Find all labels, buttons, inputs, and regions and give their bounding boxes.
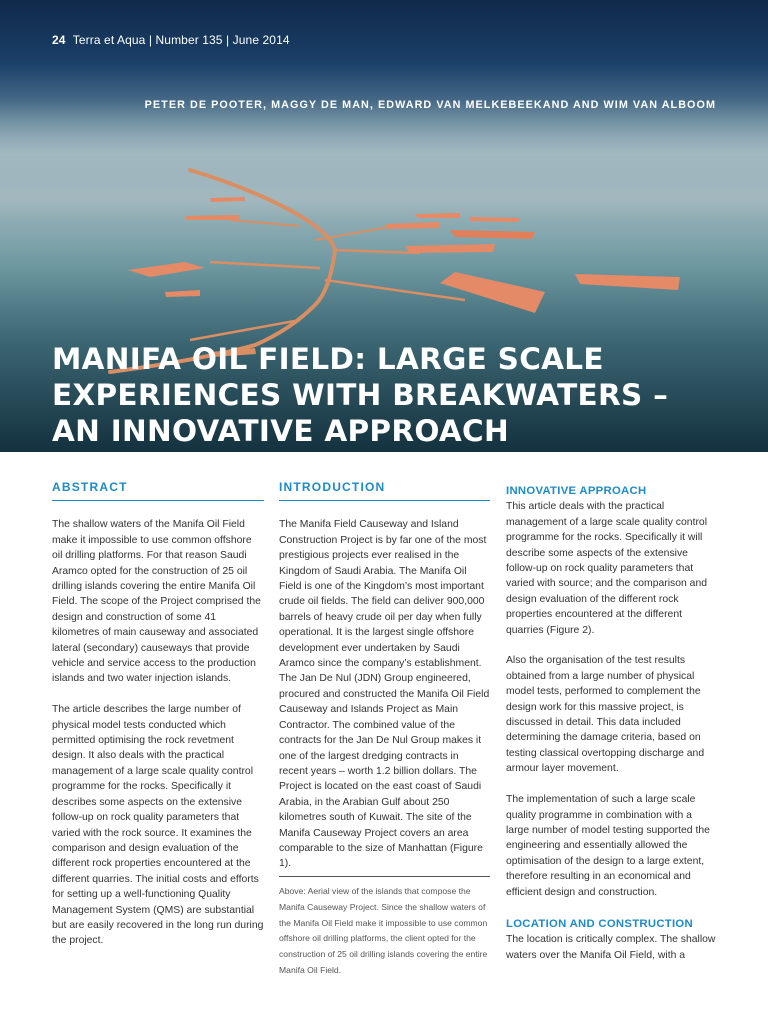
abstract-heading: ABSTRACT bbox=[52, 480, 264, 501]
abstract-paragraph: The article describes the large number of physical model tests conducted which permitted optimising the rock revetment design. It also deals with the practical management of a large scale quality control programme for the rocks. Specifically it describes some aspects on the extensive follow-up on rock quality parameters that varied with the rock source. It examines the comparison and design evaluation of the different rock properties encountered at the different quarries. The initial costs and efforts for setting up a well-functioning Quality Management System (QMS) are substantial but are easily recovered in the long run during the project. bbox=[52, 704, 264, 947]
innovative-paragraph: This article deals with the practical management of a large scale quality control programme for the rocks. Specifically it will describe some aspects of the extensive follow-up on rock quality parameters that varied with source; and the comparison and design evaluation of the different rock properties encountered at the different quarries (Figure 2). bbox=[506, 501, 707, 636]
title-line: AN INNOVATIVE APPROACH bbox=[52, 414, 509, 448]
running-header bbox=[52, 33, 290, 47]
article-title bbox=[52, 341, 732, 449]
column-innovative-approach bbox=[506, 480, 716, 963]
location-paragraph: The location is critically complex. The shallow waters over the Manifa Oil Field, with a bbox=[506, 934, 716, 961]
innovative-approach-heading: INNOVATIVE APPROACH bbox=[506, 485, 647, 497]
innovative-paragraph: Also the organisation of the test results obtained from a large number of physical model tests, performed to complement the design work for this massive project, is discussed in detail. This data included determining the damage criteria, based on testing classical overtopping discharge and armour layer movement. bbox=[506, 655, 705, 775]
abstract-paragraph: The shallow waters of the Manifa Oil Field make it impossible to use common offshore oil drilling platforms. For that reason Saudi Aramco opted for the construction of 25 oil drilling islands covering the entire Manifa Oil Field. The scope of the Project comprised the design and construction of some 41 kilometres of main causeway and associated lateral (secondary) causeways that provide vehicle and service access to the production islands and two water injection islands. bbox=[52, 519, 261, 685]
column-abstract bbox=[52, 480, 264, 949]
column-introduction bbox=[279, 480, 490, 872]
page-number: 24 bbox=[52, 33, 66, 47]
introduction-heading: INTRODUCTION bbox=[279, 480, 490, 501]
location-heading: LOCATION AND CONSTRUCTION bbox=[506, 917, 693, 930]
introduction-paragraph: The Manifa Field Causeway and Island Construction Project is by far one of the most prestigious projects ever realised in the Kingdom of Saudi Arabia. The Manifa Oil Field is one of the Kingdom’s most important crude oil fields. The field can deliver 900,000 barrels of heavy crude oil per day when fully operational. It is the largest single offshore development ever undertaken by Saudi Aramco since the company’s establishment. The Jan De Nul (JDN) Group engineered, procured and constructed the Manifa Oil Field Causeway and Islands Project as Main Contractor. The combined value of the contracts for the Jan De Nul Group makes it one of the largest dredging contracts in recent years – worth 1.2 billion dollars. The Project is located on the east coast of Saudi Arabia, in the Arabian Gulf about 250 kilometres south of Kuwait. The site of the Manifa Causeway Project covers an area comparable to the size of Manhattan (Figure 1). bbox=[279, 519, 490, 870]
photo-caption: Above: Aerial view of the islands that compose the Manifa Causeway Project. Since the shallow waters of the Manifa Oil Field make it impossible to use common offshore oil drilling platforms, the client opted for the construction of 25 oil drilling islands covering the entire Manifa Oil Field. bbox=[279, 876, 490, 979]
running-head-text: Terra et Aqua | Number 135 | June 2014 bbox=[72, 33, 290, 47]
title-line: MANIFA OIL FIELD: LARGE SCALE bbox=[52, 342, 604, 376]
title-line: EXPERIENCES WITH BREAKWATERS – bbox=[52, 378, 669, 412]
innovative-paragraph: The implementation of such a large scale quality programme in combination with a large number of model testing supported the engineering and essentially allowed the optimisation of the design to a large extent, therefore resulting in an economical and efficient design and construction. bbox=[506, 794, 710, 898]
author-list: PETER DE POOTER, MAGGY DE MAN, EDWARD VAN MELKEBEEKAND AND WIM VAN ALBOOM bbox=[144, 99, 716, 111]
